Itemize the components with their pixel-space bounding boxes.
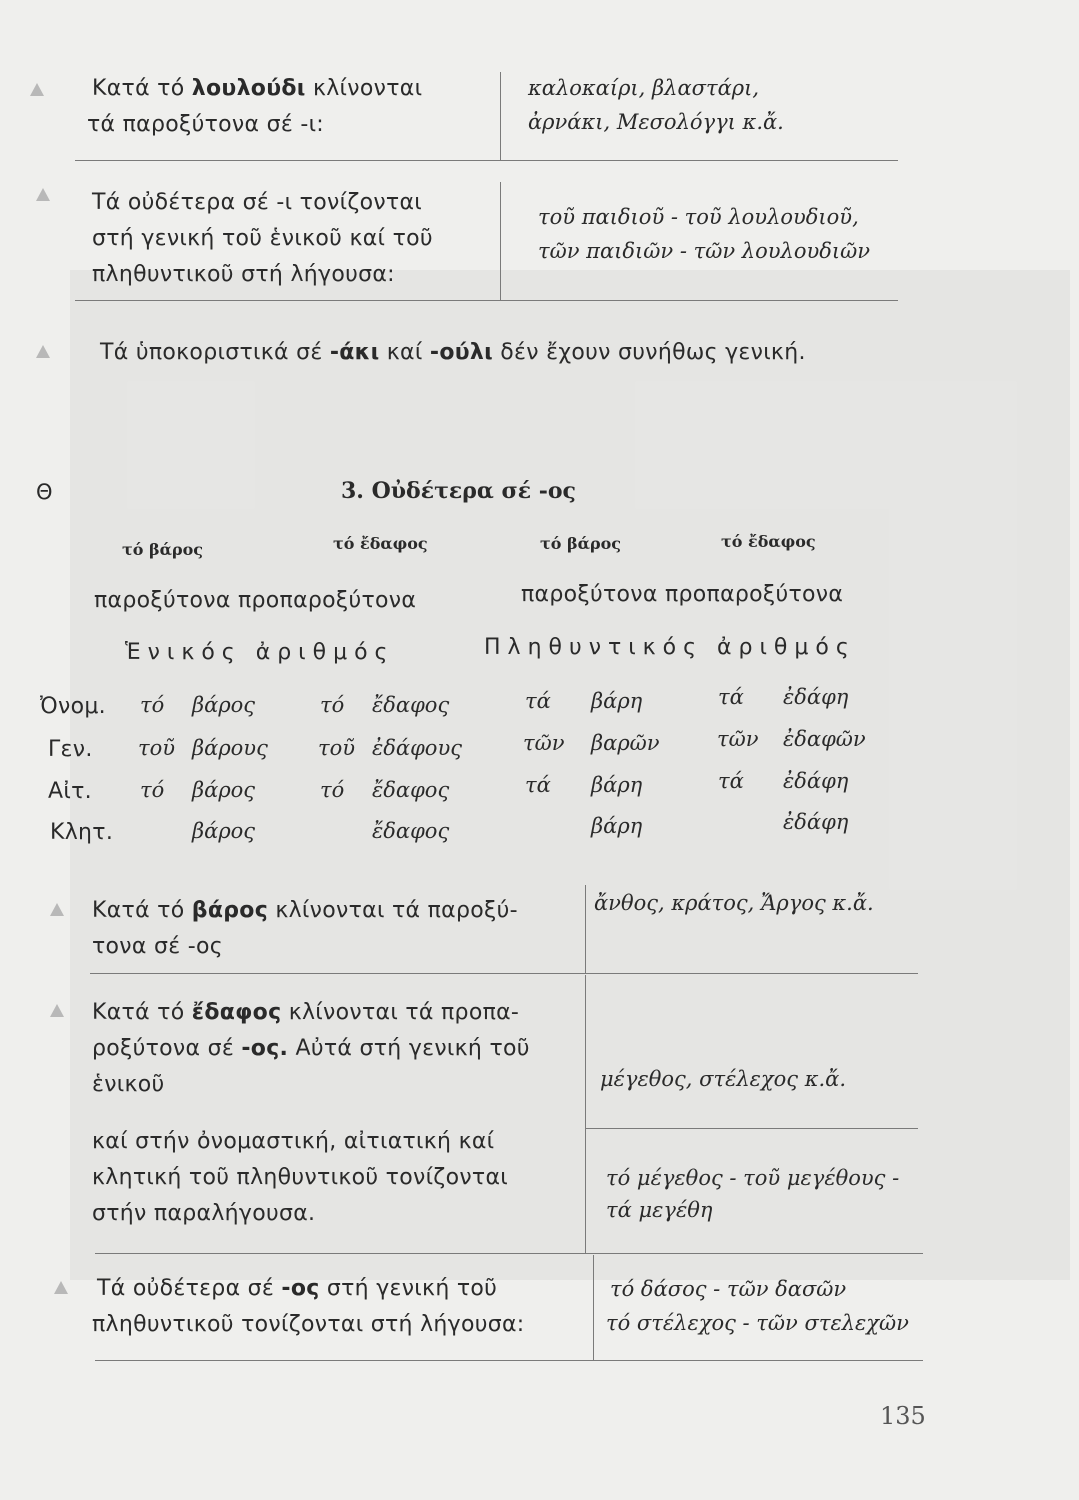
rule6-line2: πληθυντικοῦ τονίζονται στή λήγουσα: bbox=[92, 1312, 525, 1337]
triangle-bullet-icon bbox=[36, 345, 50, 358]
rule5-line4: καί στήν ὀνομαστική, αἰτιατική καί bbox=[92, 1129, 495, 1154]
article: τό bbox=[140, 778, 165, 802]
article: τῶν bbox=[523, 731, 565, 755]
divider bbox=[75, 300, 898, 301]
noun-form: βάρη bbox=[591, 689, 643, 713]
noun-form: βάρος bbox=[192, 693, 256, 717]
head-varos-1: τό βάρος bbox=[122, 540, 203, 559]
rule4-example: ἄνθος, κράτος, Ἄργος κ.ἄ. bbox=[594, 891, 874, 915]
rule5-line2: ροξύτονα σέ -ος. Αὐτά στή γενική τοῦ bbox=[92, 1036, 530, 1061]
rule1-line2: τά παροξύτονα σέ -ι: bbox=[87, 112, 325, 137]
divider bbox=[95, 1253, 923, 1254]
singular-heading: Ἑνικός ἀριθμός bbox=[125, 640, 395, 665]
noun-form: ἔδαφος bbox=[372, 778, 450, 802]
section-marker: Θ bbox=[36, 480, 53, 504]
article: τοῦ bbox=[318, 736, 356, 760]
case-label: Γεν. bbox=[48, 737, 93, 762]
noun-form: ἔδαφος bbox=[372, 693, 450, 717]
noun-form: ἐδάφη bbox=[783, 685, 849, 709]
noun-form: ἐδαφῶν bbox=[783, 727, 866, 751]
case-label: Ὀνομ. bbox=[40, 694, 106, 719]
rule1-example2: ἀρνάκι, Μεσολόγγι κ.ἄ. bbox=[528, 110, 784, 134]
rule3-text: Τά ὑποκοριστικά σέ -άκι καί -ούλι δέν ἔχουν συνήθως γενική. bbox=[100, 340, 806, 365]
rule2-example1: τοῦ παιδιοῦ - τοῦ λουλουδιοῦ, bbox=[538, 205, 859, 229]
triangle-bullet-icon bbox=[36, 188, 50, 201]
case-label: Αἰτ. bbox=[48, 779, 92, 804]
noun-form: ἐδάφη bbox=[783, 810, 849, 834]
article: τά bbox=[525, 689, 551, 713]
rule6-line1: Τά οὐδέτερα σέ -ος στή γενική τοῦ bbox=[97, 1276, 498, 1301]
triangle-bullet-icon bbox=[54, 1281, 68, 1294]
noun-form: βάρη bbox=[591, 773, 643, 797]
rule1-line1: Κατά τό λουλούδι κλίνονται bbox=[92, 76, 423, 101]
rule2-example2: τῶν παιδιῶν - τῶν λουλουδιῶν bbox=[538, 239, 871, 263]
rule2-line3: πληθυντικοῦ στή λήγουσα: bbox=[92, 262, 395, 287]
article: τοῦ bbox=[138, 736, 176, 760]
column-divider bbox=[500, 72, 501, 160]
rule5-line6: στήν παραλήγουσα. bbox=[92, 1201, 316, 1226]
article: τά bbox=[718, 769, 744, 793]
article: τό bbox=[140, 693, 165, 717]
noun-form: βάρη bbox=[591, 814, 643, 838]
rule2-line1: Τά οὐδέτερα σέ -ι τονίζονται bbox=[92, 190, 423, 215]
rule1-example1: καλοκαίρι, βλαστάρι, bbox=[528, 76, 760, 100]
article: τῶν bbox=[717, 727, 759, 751]
rule2-line2: στή γενική τοῦ ἑνικοῦ καί τοῦ bbox=[92, 226, 433, 251]
noun-form: βαρῶν bbox=[591, 731, 660, 755]
head-edafos-1: τό ἔδαφος bbox=[333, 534, 428, 553]
rule5-example2a: τό μέγεθος - τοῦ μεγέθους - bbox=[606, 1166, 900, 1190]
divider bbox=[95, 1360, 923, 1361]
head-edafos-2: τό ἔδαφος bbox=[721, 532, 816, 551]
column-divider bbox=[585, 885, 586, 973]
rule6-example2: τό στέλεχος - τῶν στελεχῶν bbox=[606, 1311, 909, 1335]
plural-heading: Πληθυντικός ἀριθμός bbox=[484, 635, 856, 660]
triangle-bullet-icon bbox=[50, 1004, 64, 1017]
page-number: 135 bbox=[880, 1402, 926, 1430]
divider bbox=[75, 160, 898, 161]
types-left: παροξύτονα προπαροξύτονα bbox=[94, 588, 417, 613]
triangle-bullet-icon bbox=[30, 83, 44, 96]
rule5-example2b: τά μεγέθη bbox=[606, 1198, 713, 1222]
case-label: Κλητ. bbox=[50, 820, 114, 845]
article: τά bbox=[718, 685, 744, 709]
article: τά bbox=[525, 773, 551, 797]
noun-form: ἔδαφος bbox=[372, 819, 450, 843]
types-right: παροξύτονα προπαροξύτονα bbox=[521, 582, 844, 607]
rule5-example: μέγεθος, στέλεχος κ.ἄ. bbox=[600, 1067, 847, 1091]
noun-form: ἐδάφη bbox=[783, 769, 849, 793]
column-divider bbox=[585, 975, 586, 1253]
noun-form: ἐδάφους bbox=[372, 736, 462, 760]
rule4-line2: τονα σέ -ος bbox=[92, 934, 223, 959]
noun-form: βάρους bbox=[192, 736, 268, 760]
section-title: 3. Οὐδέτερα σέ -ος bbox=[341, 478, 576, 504]
rule5-line5: κλητική τοῦ πληθυντικοῦ τονίζονται bbox=[92, 1165, 509, 1190]
article: τό bbox=[320, 778, 345, 802]
noun-form: βάρος bbox=[192, 778, 256, 802]
rule5-line1: Κατά τό ἔδαφος κλίνονται τά προπα- bbox=[92, 1000, 520, 1025]
triangle-bullet-icon bbox=[50, 903, 64, 916]
divider bbox=[586, 1128, 918, 1129]
divider bbox=[90, 973, 918, 974]
rule5-line3: ἑνικοῦ bbox=[92, 1072, 165, 1097]
noun-form: βάρος bbox=[192, 819, 256, 843]
head-varos-2: τό βάρος bbox=[540, 534, 621, 553]
rule6-example1: τό δάσος - τῶν δασῶν bbox=[610, 1277, 847, 1301]
article: τό bbox=[320, 693, 345, 717]
column-divider bbox=[500, 182, 501, 300]
rule4-line1: Κατά τό βάρος κλίνονται τά παροξύ- bbox=[92, 898, 518, 923]
column-divider bbox=[593, 1255, 594, 1361]
